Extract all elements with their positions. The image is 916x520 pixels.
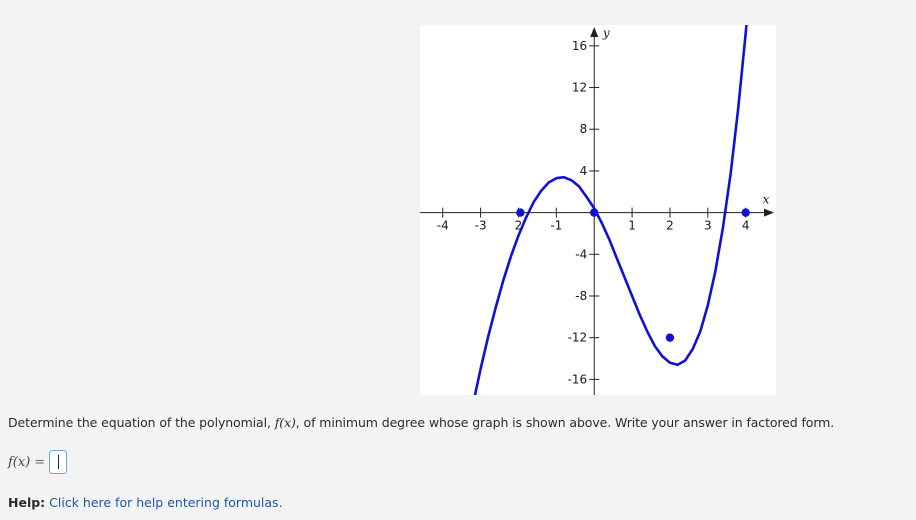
y-tick-label: 8 — [579, 122, 588, 137]
graph-point — [742, 208, 750, 216]
question-text — [8, 415, 834, 430]
question-before: Determine the equation of the polynomial, — [8, 415, 275, 430]
graph-point — [666, 333, 674, 341]
graph-point — [590, 208, 598, 216]
text-cursor — [58, 455, 59, 469]
graph-point — [516, 208, 524, 216]
y-tick-label: -4 — [575, 247, 588, 262]
y-axis-arrow — [590, 27, 598, 37]
x-tick-label: 4 — [741, 218, 750, 233]
y-tick-label: -8 — [575, 288, 588, 303]
x-tick-label: -1 — [550, 218, 563, 233]
y-tick-label: -16 — [567, 372, 588, 387]
y-tick-label: 4 — [579, 163, 588, 178]
question-function-name: f(x) — [274, 415, 296, 430]
x-axis-label: x — [762, 192, 770, 207]
y-tick-label: 16 — [571, 38, 588, 53]
x-tick-label: 1 — [628, 218, 636, 233]
x-tick-label: 2 — [666, 218, 674, 233]
x-tick-label: -3 — [474, 218, 487, 233]
x-tick-label: -4 — [436, 218, 449, 233]
equals-sign: = — [34, 454, 46, 470]
polynomial-graph — [420, 25, 776, 395]
answer-row — [8, 450, 67, 474]
question-after: , of minimum degree whose graph is shown above. Write your answer in factored form. — [295, 415, 835, 430]
help-line — [8, 495, 283, 510]
help-link[interactable]: Click here for help entering formulas. — [49, 495, 283, 510]
y-axis-label: y — [602, 26, 610, 40]
help-label: Help: — [8, 495, 46, 510]
y-tick-label: 12 — [571, 80, 588, 95]
x-tick-label: 2 — [514, 218, 523, 233]
graph-svg — [420, 25, 776, 395]
answer-label: f(x) — [8, 454, 31, 470]
answer-input[interactable] — [49, 450, 67, 474]
y-tick-label: -12 — [567, 330, 588, 345]
x-tick-label: 3 — [704, 218, 712, 233]
x-axis-arrow — [764, 209, 774, 217]
